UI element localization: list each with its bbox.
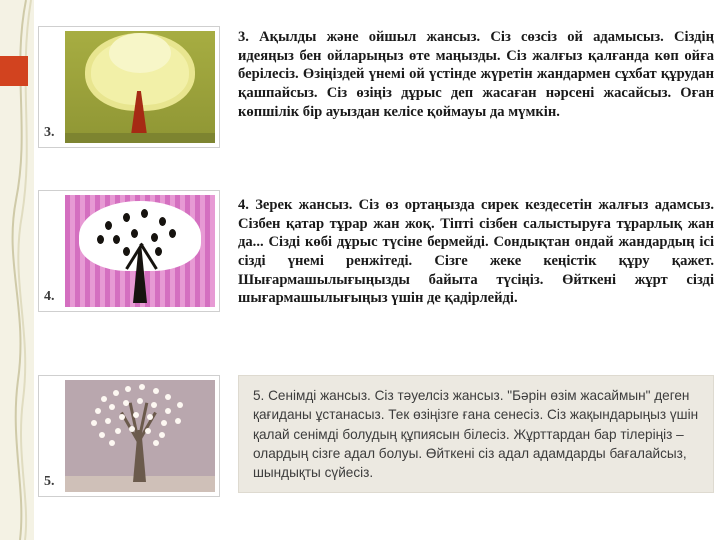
content-row-1 <box>38 26 714 148</box>
tree-illustration-5 <box>65 380 215 492</box>
figure-number-5: 5. <box>44 474 55 489</box>
figure-number-3: 3. <box>44 125 55 140</box>
paragraph-5: 5. Сенімді жансыз. Сіз тәуелсіз жансыз. "Бәрін өзім жасаймын" деген қағиданы ұстанасыз. Тек өзіңізге ғана сенесіз. Сіз жақындарыңыз үшін қалай сенімді болудың құпиясын білесіз. Жұрттардан бар тілеріңіз – олардың сізге адал болуы. Өйткені сіз адал адамдарды бағалайсыз, шындықты сүйесіз. <box>238 375 714 493</box>
paragraph-3: 3. Ақылды және ойшыл жансыз. Сіз сөзсіз ой адамысыз. Сіздің идеяңыз бен ойларыңыз өте маңызды. Сіз жалғыз қалғанда көп ойға берілесіз. Өзіңіздей үнемі ой үстінде жүретін жандармен сұхбат құрудан қашпайсыз. Сіз өзіңіз дұрыс деп жасаған нәрсені жасайсыз. Оған көпшілік бір ауыздан келісе қоймауы да мүмкін. <box>238 29 714 120</box>
paragraph-4: 4. Зерек жансыз. Сіз өз ортаңызда сирек кездесетін жалғыз адамсыз. Сізбен қатар тұрар жан жоқ. Тіпті сізбен салыстыруға тұрарлық жан да... Сізді көбі дұрыс түсіне бермейді. Сондықтан ондай жандардың ісі сізді үнемі ренжітеді. Сізге жеке кеңістік құру қажет. Шығармашылығыңызды байыта түсіңіз. Өйткені жұрт сізді шығармашылығыңыз үшін де қадірлейді. <box>238 197 714 307</box>
figure-3 <box>38 26 220 148</box>
content-row-3 <box>38 375 714 497</box>
content-row-2 <box>38 190 714 312</box>
figure-number-4: 4. <box>44 289 55 304</box>
accent-block <box>0 56 28 86</box>
tree-illustration-4 <box>65 195 215 307</box>
figure-4 <box>38 190 220 312</box>
tree-illustration-3 <box>65 31 215 143</box>
figure-5 <box>38 375 220 497</box>
